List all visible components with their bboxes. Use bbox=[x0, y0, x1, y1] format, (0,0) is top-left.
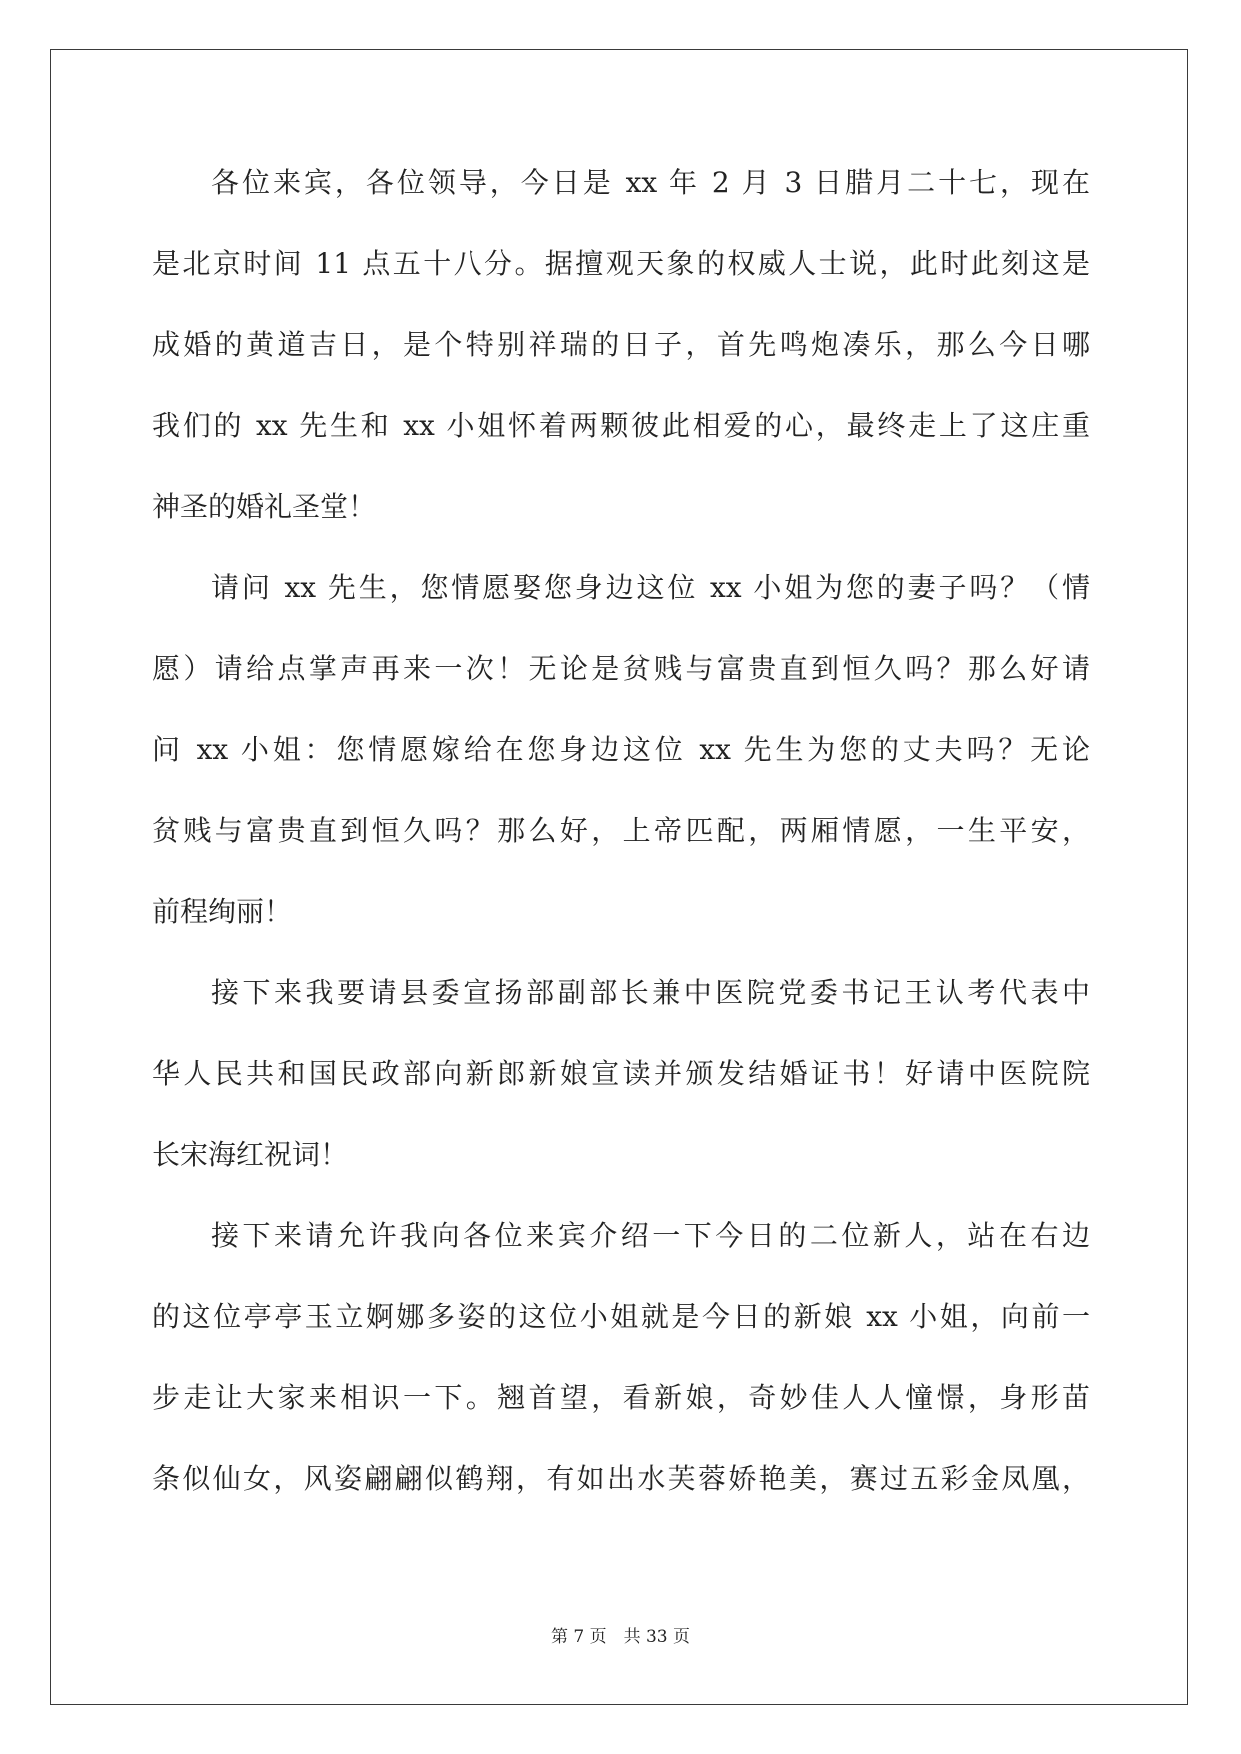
text-line: 条似仙女，风姿翩翩似鹤翔，有如出水芙蓉娇艳美，赛过五彩金凤凰， bbox=[152, 1462, 1090, 1495]
paragraph bbox=[152, 571, 1090, 927]
text-line: 成婚的黄道吉日，是个特别祥瑞的日子，首先鸣炮凑乐，那么今日哪 bbox=[152, 328, 1090, 361]
text-line: 各位来宾，各位领导，今日是 xx 年 2 月 3 日腊月二十七，现在 bbox=[211, 166, 1090, 199]
text-line: 接下来我要请县委宣扬部副部长兼中医院党委书记王认考代表中 bbox=[211, 976, 1090, 1009]
text-line: 前程绚丽！ bbox=[152, 895, 293, 928]
paragraph bbox=[152, 166, 1090, 522]
text-line: 的这位亭亭玉立婀娜多姿的这位小姐就是今日的新娘 xx 小姐，向前一 bbox=[152, 1300, 1090, 1333]
text-line: 长宋海红祝词！ bbox=[152, 1138, 349, 1171]
paragraph bbox=[152, 1219, 1090, 1494]
page-number-footer: 第 7 页 共 33 页 bbox=[550, 1627, 691, 1647]
paragraph bbox=[152, 976, 1090, 1170]
text-line: 接下来请允许我向各位来宾介绍一下今日的二位新人，站在右边 bbox=[211, 1219, 1090, 1252]
text-line: 问 xx 小姐：您情愿嫁给在您身边这位 xx 先生为您的丈夫吗？无论 bbox=[152, 733, 1090, 766]
text-line: 贫贱与富贵直到恒久吗？那么好，上帝匹配，两厢情愿，一生平安， bbox=[152, 814, 1090, 847]
text-line: 愿）请给点掌声再来一次！无论是贫贱与富贵直到恒久吗？那么好请 bbox=[152, 652, 1090, 685]
text-line: 华人民共和国民政部向新郎新娘宣读并颁发结婚证书！好请中医院院 bbox=[152, 1057, 1090, 1090]
text-line: 是北京时间 11 点五十八分。据擅观天象的权威人士说，此时此刻这是 bbox=[152, 247, 1090, 280]
text-line: 请问 xx 先生，您情愿娶您身边这位 xx 小姐为您的妻子吗？（情 bbox=[211, 571, 1090, 604]
text-line: 神圣的婚礼圣堂！ bbox=[152, 490, 377, 523]
text-line: 步走让大家来相识一下。翘首望，看新娘，奇妙佳人人憧憬，身形苗 bbox=[152, 1381, 1090, 1414]
text-line: 我们的 xx 先生和 xx 小姐怀着两颗彼此相爱的心，最终走上了这庄重 bbox=[152, 409, 1090, 442]
document-body bbox=[152, 166, 1090, 1543]
